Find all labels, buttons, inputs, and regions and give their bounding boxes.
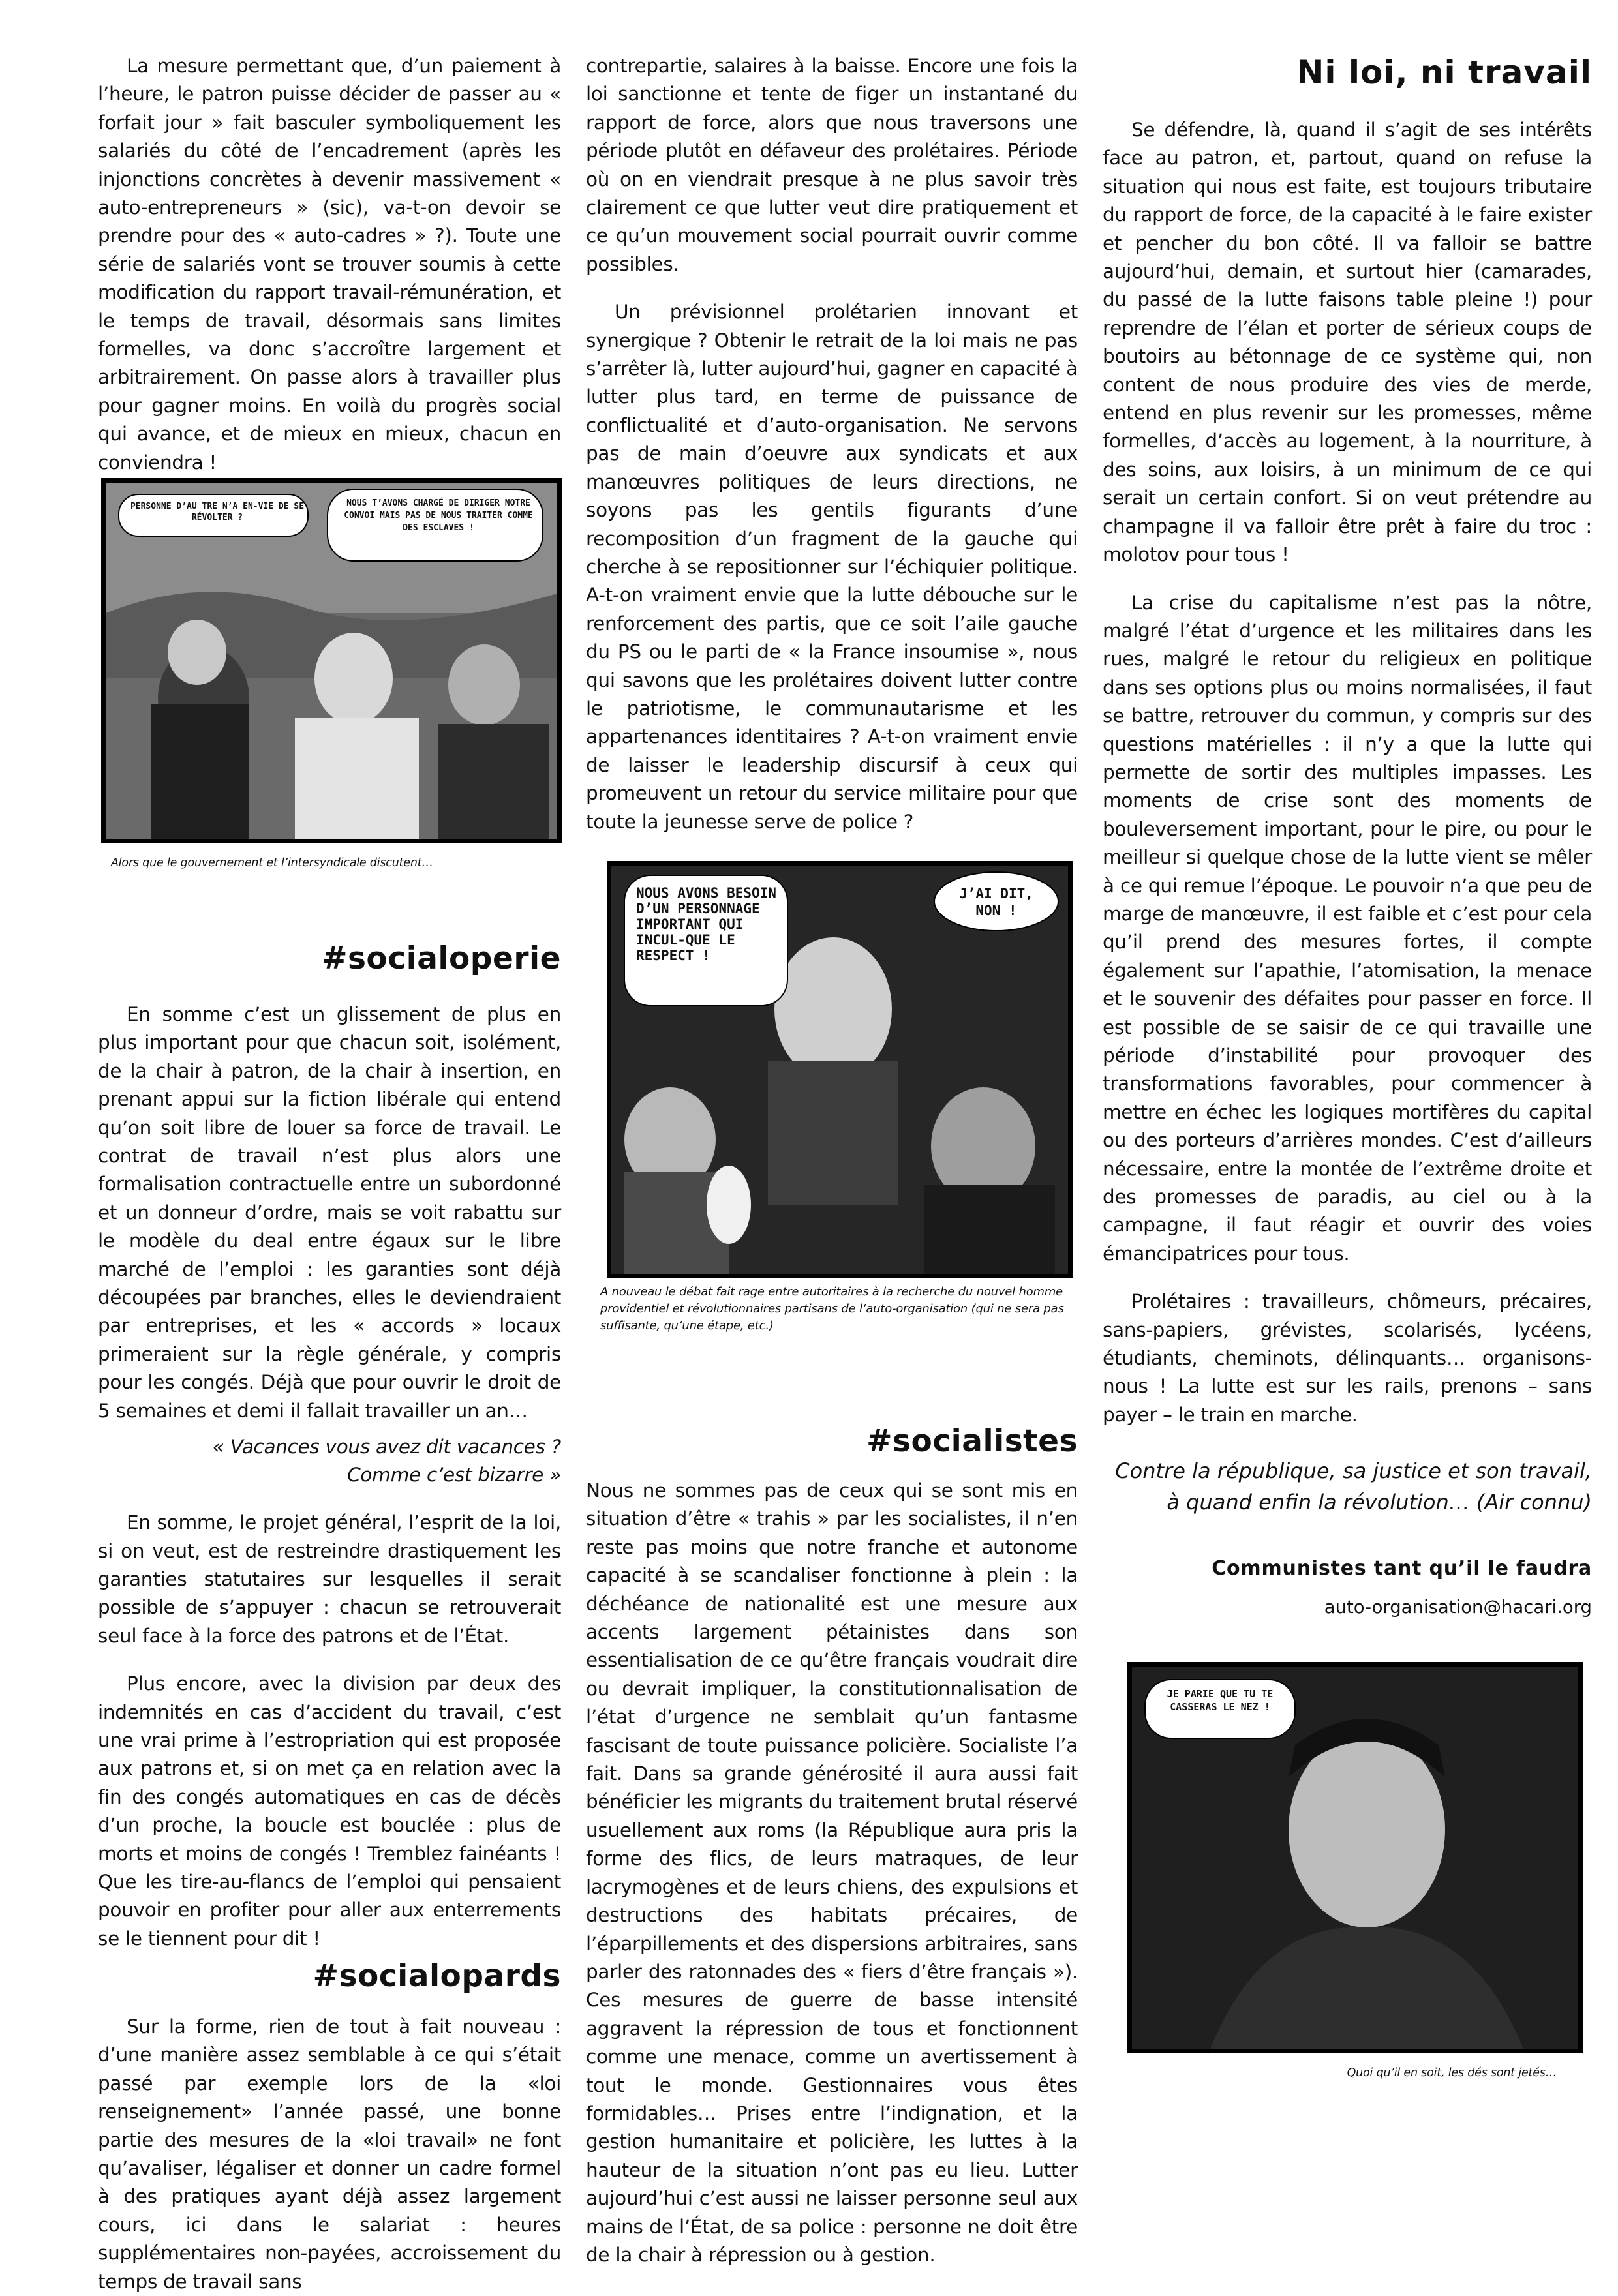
page-title: Ni loi, ni travail <box>1296 53 1592 91</box>
paragraph: Un prévisionnel prolétarien innovant et synergique ? Obtenir le retrait de la loi mais ne pas s’arrêter là, lutter aujourd’hui, gagner en capacité à lutter plus tard, en terme de puissance de conflictualité et d’auto-organisation. Ne servons pas de main d’oeuvre aux syndicats et aux manœuvres politiques de leurs directions, ne soyons pas les gentils figurants d’une recomposition d’un fragment de la gauche qui cherche à se repositionner sur l’échiquier politique. A-t-on vraiment envie que la lutte débouche sur le renforcement des partis, que ce soit l’aile gauche du PS ou le parti de « la France insoumise », nous qui savons que les prolétaires doivent lutter contre le patriotisme, le communautarisme et les appartenances identitaires ? A-t-on vraiment envie de laisser le leadership discursif à ceux qui promeuvent un retour du service militaire pour que toute la jeunesse serve de police ? <box>586 301 1078 833</box>
comic-panel-2 <box>607 861 1073 1278</box>
quote-line: Comme c’est bizarre » <box>347 1464 561 1487</box>
column-left <box>98 52 561 477</box>
speech-bubble: PERSONNE D’AU TRE N’A EN-VIE DE SE RÉVOLTER ? <box>130 502 305 522</box>
figure-caption: A nouveau le débat fait rage entre autoritaires à la recherche du nouvel homme providentiel et révolutionnaires partisans de l’auto-organisation (qui ne sera pas suffisante, qu’une étape, etc.) <box>600 1285 1064 1333</box>
comic-illustration-1 <box>106 483 557 839</box>
closing-line: à quand enfin la révolution… (Air connu) <box>1167 1490 1592 1515</box>
portrait-illustration <box>1132 1667 1578 2049</box>
quote-line: « Vacances vous avez dit vacances ? <box>212 1436 561 1458</box>
paragraph: Se défendre, là, quand il s’agit de ses intérêts face au patron, et, partout, quand on refuse la situation qui nous est faite, est toujours tributaire du rapport de force, de la capacité à le faire exister et pencher du bon côté. Il va falloir se battre aujourd’hui, demain, et surtout hier (camarades, du passé de la lutte faisons table pleine !) pour reprendre de l’élan et porter de sérieux coups de boutoirs au bétonnage de ce système qui, non content de nous produire des vies de merde, entend en plus revenir sur les promesses, même formelles, d’accès au logement, à la nourriture, à des soins, aux loisirs, à un minimum de ce qui serait un certain confort. Si on veut prétendre au champagne il va falloir être prêt à faire du troc : molotov pour tous ! <box>1103 119 1592 566</box>
column-right <box>1103 52 1592 1618</box>
paragraph: La crise du capitalisme n’est pas la nôtre, malgré l’état d’urgence et les militaires dans les rues, malgré le retour du religieux en politique dans ses options plus ou moins normalisées, il faut se battre, retrouver du commun, y compris sur des questions matérielles : il n’y a que la lutte qui permette de sortir des multiples impasses. Les moments de crise sont des moments de bouleversement important, pour le pire, ou pour le meilleur si quelque chose de la lutte vient se mêler à ce qui remue l’époque. Le pouvoir n’a que peu de marge de manœuvre, il est faible et c’est pour cela qu’il prend des mesures fortes, il compte également sur l’apathie, l’atomisation, la menace et le souvenir des défaites pour passer en force. Il est possible de se saisir de ce qui travaille une période d’instabilité pour provoquer des transformations favorables, pour commencer à mettre en échec les logiques mortifères du capital ou des porteurs d’arrières mondes. C’est d’ailleurs nécessaire, entre la montée de l’extrême droite et des promesses de paradis, au ciel ou à la campagne, il faut réagir et ouvrir des voies émancipatrices pour tous. <box>1103 591 1592 1265</box>
section-heading: #socialopards <box>313 1958 561 1994</box>
column-middle <box>586 52 1078 836</box>
speech-bubble: JE PARIE QUE TU TE CASSERAS LE NEZ ! <box>1167 1688 1274 1713</box>
paragraph: contrepartie, salaires à la baisse. Encore une fois la loi sanctionne et tente de figer un instantané du rapport de force, alors que nous traversons une période plutôt en défaveur des prolétaires. Période où on en viendrait presque à ne plus savoir très clairement ce que lutter veut dire pratiquement et ce qu’un mouvement social pourrait ouvrir comme possibles. <box>586 55 1078 275</box>
paragraph: Plus encore, avec la division par deux des indemnités en cas d’accident du travail, c’est une vrai prime à l’estropriation qui est proposée aux patrons et, si on met ça en relation avec la fin des congés automatiques en cas de décès d’un proche, la boucle est bouclée : plus de morts et moins de congés ! Tremblez fainéants ! Que les tire-au-flancs de l’emploi qui pensaient pouvoir en profiter pour aller aux enterrements se le tiennent pour dit ! <box>98 1672 561 1950</box>
column-left-section-b <box>98 1957 561 2296</box>
signature: Communistes tant qu’il le faudra <box>1212 1557 1592 1580</box>
section-heading: #socialoperie <box>322 941 561 976</box>
speech-bubble: NOUS AVONS BESOIN D’UN PERSONNAGE IMPORTANT QUI INCUL-QUE LE RESPECT ! <box>636 885 776 963</box>
closing-line: Contre la république, sa justice et son travail, <box>1115 1458 1592 1484</box>
speech-bubble: NOUS T’AVONS CHARGÉ DE DIRIGER NOTRE CONVOI MAIS PAS DE NOUS TRAITER COMME DES ESCLAVES ! <box>344 498 533 533</box>
paragraph: Sur la forme, rien de tout à fait nouveau : d’une manière assez semblable à ce qui s’était passé par exemple lors de la «loi renseignement» l’année passé, une bonne partie des mesures de la «loi travail» ne font qu’avaliser, légaliser et donner un cadre formel à des pratiques ayant déjà assez largement cours, ici dans le salariat : heures supplémentaires non-payées, accroissement du temps de travail sans <box>98 2016 561 2293</box>
section-heading: #socialistes <box>866 1423 1078 1459</box>
paragraph: En somme, le projet général, l’esprit de la loi, si on veut, est de restreindre drastiquement les garanties statutaires sur lesquelles il serait possible de s’appuyer : chacun se retrouverait seul face à la force des patrons et de l’État. <box>98 1511 561 1647</box>
paragraph: Prolétaires : travailleurs, chômeurs, précaires, sans-papiers, grévistes, scolarisés, lycéens, étudiants, cheminots, délinquants… organisons-nous ! La lutte est sur les rails, prenons – sans payer – le train en marche. <box>1103 1290 1592 1426</box>
figure-caption: Quoi qu’il en soit, les dés sont jetés… <box>1347 2066 1557 2079</box>
speech-bubble: J’AI DIT, NON ! <box>959 886 1033 918</box>
paragraph: En somme c’est un glissement de plus en plus important pour que chacun soit, isolément, de la chair à patron, de la chair à insertion, en prenant appui sur la fiction libérale qui entend qu’on soit libre de louer sa force de travail. Le contrat de travail n’est plus alors une formalisation contractuelle entre un subordonné et un donneur d’ordre, mais se voit rabattu sur le modèle du deal entre égaux sur le libre marché de l’emploi : les garanties sont déjà découpées par branches, elles le deviendraient par entreprises, et les « accords » locaux primeraient sur la règle générale, y compris pour les congés. Déjà que pour ouvrir le droit de 5 semaines et demi il fallait travailler un an… <box>98 1003 561 1422</box>
comic-panel-3 <box>1127 1662 1583 2053</box>
column-left-section-a <box>98 939 561 1953</box>
paragraph: La mesure permettant que, d’un paiement à l’heure, le patron puisse décider de passer au « forfait jour » fait basculer symboliquement les salariés du côté de l’encadrement (après les injonctions concrètes à devenir massivement « auto-entrepreneurs » (sic), va-t-on devoir se prendre pour des « auto-cadres » ?). Toute une série de salariés vont se trouver soumis à cette modification du rapport travail-rémunération, et le temps de travail, désormais sans limites formelles, va donc s’accroître largement et arbitrairement. On passe alors à travailler plus pour gagner moins. En voilà du progrès social qui avance, et de mieux en mieux, chacun en conviendra ! <box>98 55 561 474</box>
paragraph: Nous ne sommes pas de ceux qui se sont mis en situation d’être « trahis » par les socialistes, il n’en reste pas moins que notre franche et autonome capacité à se scandaliser fonctionne à plein : la déchéance de nationalité est une mesure aux accents largement pétainistes dans son essentialisation de ce qu’être français voudrait dire ou devrait impliquer, la constitutionnalisation de l’état d’urgence ne semblait qu’un fantasme fascisant de toute puissance policière. Socialiste l’a fait. Dans sa grande générosité il aura aussi fait bénéficier les migrants du traitement brutal réservé usuellement aux roms (la République aura pris la forme des flics, de leurs matraques, de leur lacrymogènes et de leurs chiens, des expulsions et destructions des habitats précaires, de l’éparpillements et des dispersions arbitraires, sans parler des ratonnades des « fiers d’être français »). Ces mesures de guerre de basse intensité aggravent la répression de tous et fonctionnent comme une menace, comme un avertissement à tout le monde. Gestionnaires vous êtes formidables… Prises entre l’indignation, et la gestion humanitaire et policière, les luttes à la hauteur de la situation n’ont pas eu lieu. Lutter aujourd’hui c’est aussi ne laisser personne seul aux mains de l’État, de sa police : personne ne doit être de la chair à répression ou à gestion. <box>586 1479 1078 2266</box>
figure-caption: Alors que le gouvernement et l’intersyndicale discutent… <box>111 856 433 869</box>
contact-email: auto-organisation@hacari.org <box>1324 1597 1592 1618</box>
column-middle-section <box>586 1422 1078 2269</box>
comic-panel-1 <box>101 478 562 843</box>
